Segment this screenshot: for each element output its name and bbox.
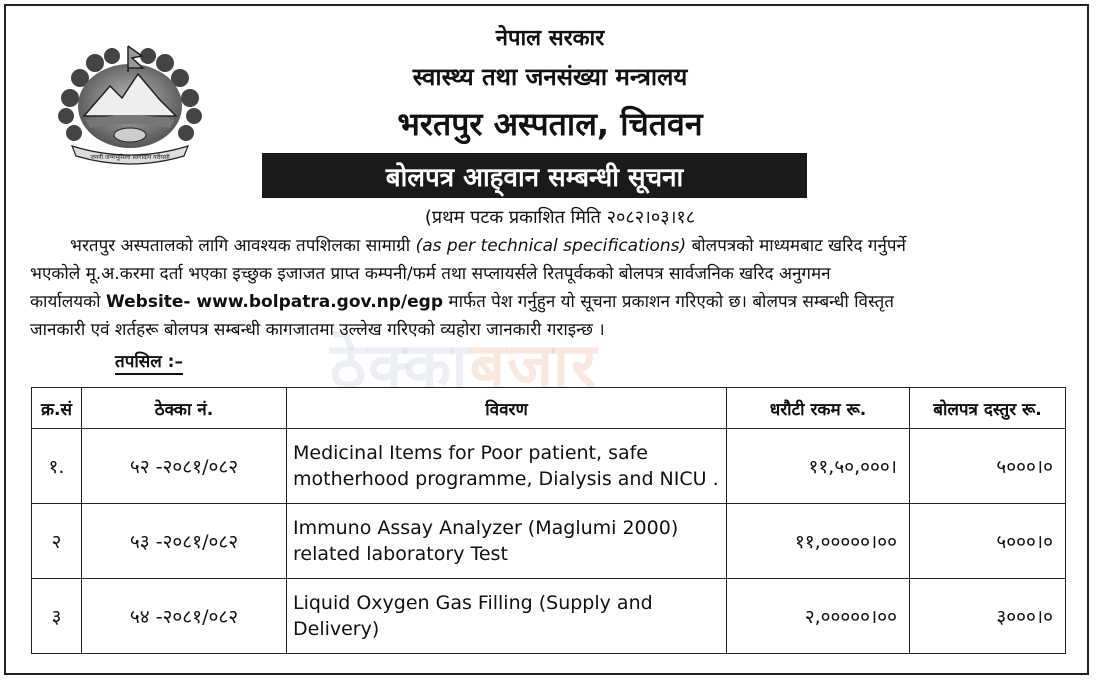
header-deposit: धरौटी रकम रू. <box>727 388 910 429</box>
table-row <box>32 504 1066 579</box>
header-contract-no: ठेक्का नं. <box>82 388 287 429</box>
header-description: विवरण <box>287 388 727 429</box>
table-header-row <box>32 388 1066 429</box>
cell-description: Medicinal Items for Poor patient, safe motherhood programme, Dialysis and NICU . <box>287 429 727 504</box>
cell-serial: १. <box>32 429 82 504</box>
cell-description: Immuno Assay Analyzer (Maglumi 2000) related laboratory Test <box>287 504 727 579</box>
cell-serial: ३ <box>32 579 82 654</box>
cell-contract-no: ५२ -२०८१/०८२ <box>82 429 287 504</box>
cell-fee: ३०००।० <box>910 579 1066 654</box>
body-line-1: भरतपुर अस्पतालको लागि आवश्यक तपशिलका सामाग्री (as per technical specifications) बोलपत्रको माध्यमबाट खरिद गर्नुपर्ने <box>70 236 906 256</box>
publication-date-note: (प्रथम पटक प्रकाशित मिति २०८२।०३।१८ <box>424 207 696 228</box>
header-serial: क्र.सं <box>32 388 82 429</box>
notice-title: बोलपत्र आह्‌वान सम्बन्धी सूचना <box>385 162 684 193</box>
notice-body <box>30 232 1070 344</box>
details-label: तपसिल :– <box>115 349 183 375</box>
watermark-part-2: बजार <box>469 329 599 402</box>
header-fee: बोलपत्र दस्तुर रू. <box>910 388 1066 429</box>
tender-table <box>31 387 1066 654</box>
body-line-4: जानकारी एवं शर्तहरू बोलपत्र सम्बन्धी कागजातमा उल्लेख गरिएको व्यहोरा जानकारी गराइन्छ । <box>30 320 605 340</box>
cell-description: Liquid Oxygen Gas Filling (Supply and Delivery) <box>287 579 727 654</box>
notice-title-banner <box>262 153 807 198</box>
cell-serial: २ <box>32 504 82 579</box>
body-line-2: भएकोले मू.अ.करमा दर्ता भएका इच्छुक इजाजत प्राप्त कम्पनी/फर्म तथा सप्लायर्सले रितपूर्वकको बोलपत्र सार्वजनिक खरिद अनुगमन <box>30 264 831 284</box>
cell-deposit: ११,०००००।०० <box>727 504 910 579</box>
watermark-part-1: ठेक्का <box>330 329 470 402</box>
cell-fee: ५०००।० <box>910 429 1066 504</box>
technical-spec-note: (as per technical specifications) <box>415 236 687 256</box>
cell-deposit: २,०००००।०० <box>727 579 910 654</box>
cell-contract-no: ५४ -२०८१/०८२ <box>82 579 287 654</box>
cell-deposit: ११,५०,०००। <box>727 429 910 504</box>
government-heading: नेपाल सरकार <box>495 26 605 51</box>
cell-fee: ५०००।० <box>910 504 1066 579</box>
cell-contract-no: ५३ -२०८१/०८२ <box>82 504 287 579</box>
table-row <box>32 429 1066 504</box>
website-link[interactable]: Website- www.bolpatra.gov.np/egp <box>105 292 443 312</box>
table-row <box>32 579 1066 654</box>
body-line-3: कार्यालयको Website- www.bolpatra.gov.np/egp मार्फत पेश गर्नुहुन यो सूचना प्रकाशन गरिएको छ। बोलपत्र सम्बन्धी विस्तृत <box>30 292 894 312</box>
svg-text:जननी जन्मभूमिश्च स्वर्गादपि गर: जननी जन्मभूमिश्च स्वर्गादपि गरीयसी <box>90 154 170 161</box>
ministry-heading: स्वास्थ्य तथा जनसंख्या मन्त्रालय <box>412 63 688 91</box>
hospital-heading: भरतपुर अस्पताल, चितवन <box>397 105 703 143</box>
